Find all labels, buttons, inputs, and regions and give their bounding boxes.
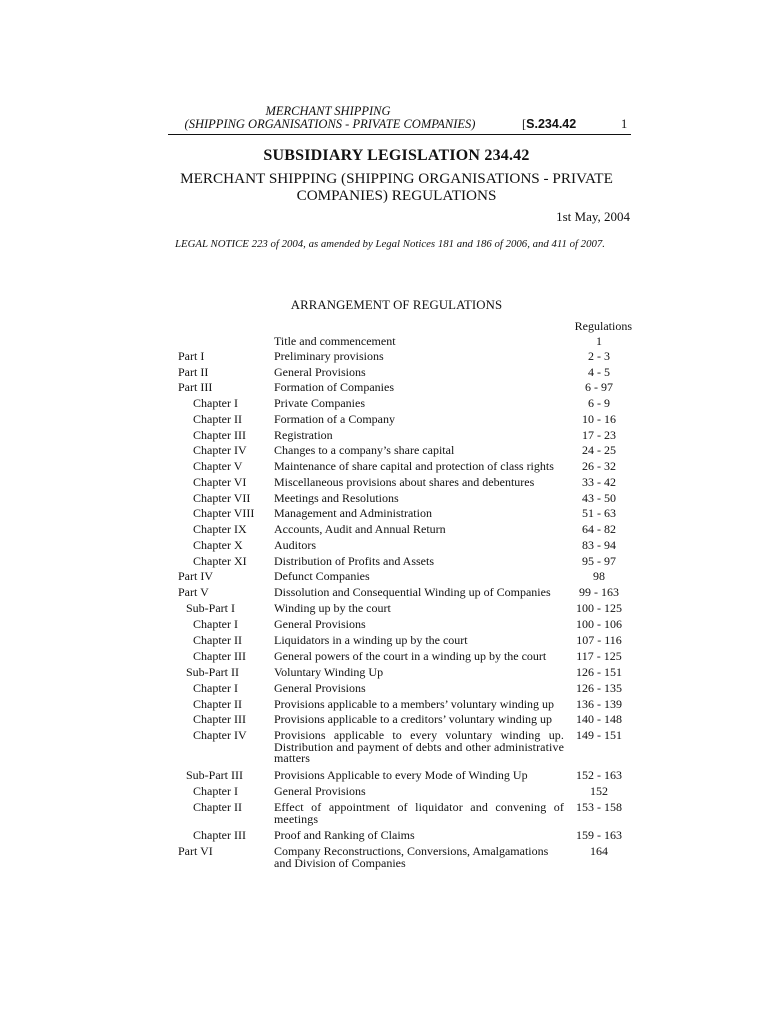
toc-regulations: 100 - 125 <box>576 601 622 615</box>
toc-regulations: 153 - 158 <box>576 800 622 814</box>
toc-title: Effect of appointment of liquidator and convening of meetings <box>274 800 564 826</box>
toc-title: Distribution of Profits and Assets <box>274 553 435 568</box>
toc-title: Registration <box>274 427 333 442</box>
toc-title: Provisions applicable to every voluntary winding up. Distribution and payment of debts and other administrative matters <box>274 728 564 765</box>
toc-title: Maintenance of share capital and protection of class rights <box>274 459 554 473</box>
toc-label: Chapter I <box>193 681 238 695</box>
toc-regulations: 140 - 148 <box>576 712 622 726</box>
toc-title: General Provisions <box>274 364 366 379</box>
toc-label: Part III <box>178 380 213 394</box>
toc-title: General Provisions <box>274 617 366 631</box>
toc-title: Private Companies <box>274 396 365 410</box>
toc-regulations: 164 <box>590 844 608 858</box>
toc-regulations: 2 - 3 <box>588 349 610 363</box>
toc-label: Part I <box>178 349 205 363</box>
toc-regulations: 149 - 151 <box>576 728 622 742</box>
toc-title: Formation of a Company <box>274 412 395 426</box>
toc-label: Chapter VIII <box>193 506 255 520</box>
toc-title: Auditors <box>274 538 316 552</box>
toc-label: Chapter VII <box>193 490 251 505</box>
toc-title: Dissolution and Consequential Winding up of Companies <box>274 585 551 599</box>
arrangement-heading: ARRANGEMENT OF REGULATIONS <box>290 298 503 312</box>
toc-label: Chapter IV <box>193 728 247 742</box>
toc-title: Changes to a company’s share capital <box>274 443 455 457</box>
toc-label: Part VI <box>178 844 213 858</box>
toc-regulations: 136 - 139 <box>576 696 622 711</box>
running-header-code <box>522 117 576 132</box>
header-bracket: [ <box>522 117 527 131</box>
toc-label: Sub-Part II <box>186 665 239 679</box>
running-header-subtitle: (SHIPPING ORGANISATIONS - PRIVATE COMPANIES) <box>184 117 476 131</box>
toc-title: General Provisions <box>274 784 366 798</box>
toc-title: Formation of Companies <box>274 380 394 394</box>
regulations-title: MERCHANT SHIPPING (SHIPPING ORGANISATIONS - PRIVATE COMPANIES) REGULATIONS <box>180 170 613 204</box>
toc-title: Provisions applicable to a members’ voluntary winding up <box>274 696 555 711</box>
toc-title: Management and Administration <box>274 506 432 520</box>
toc-title: Provisions applicable to a creditors’ voluntary winding up <box>274 712 553 726</box>
toc-regulations: 126 - 151 <box>576 665 622 679</box>
toc-label: Chapter II <box>193 633 242 647</box>
toc-label: Chapter III <box>193 712 246 726</box>
toc-regulations: 1 <box>596 334 602 348</box>
toc-title: Accounts, Audit and Annual Return <box>274 522 446 536</box>
toc-title: General powers of the court in a winding up by the court <box>274 649 547 663</box>
toc-regulations: 6 - 97 <box>585 380 613 394</box>
page-number: 1 <box>621 117 628 131</box>
toc-title: General Provisions <box>274 681 366 695</box>
toc-label: Part IV <box>178 569 213 583</box>
toc-regulations: 26 - 32 <box>582 459 616 473</box>
toc-label: Chapter I <box>193 784 238 798</box>
toc-label: Sub-Part I <box>186 601 235 615</box>
toc-label: Chapter I <box>193 617 238 631</box>
toc-title: Miscellaneous provisions about shares and debentures <box>274 474 535 489</box>
toc-title: Voluntary Winding Up <box>274 665 384 679</box>
toc-regulations: 64 - 82 <box>582 522 616 536</box>
toc-label: Part V <box>178 585 209 599</box>
toc-regulations: 107 - 116 <box>576 633 622 647</box>
toc-label: Sub-Part III <box>186 768 243 782</box>
toc-title: Meetings and Resolutions <box>274 490 399 505</box>
toc-label: Chapter X <box>193 538 243 552</box>
toc-title: Preliminary provisions <box>274 349 384 363</box>
legal-notice: LEGAL NOTICE 223 of 2004, as amended by Legal Notices 181 and 186 of 2006, and 411 of 2007. <box>175 238 605 250</box>
toc-label: Chapter III <box>193 649 246 663</box>
toc-label: Chapter VI <box>193 474 247 489</box>
subsidiary-legislation-title: SUBSIDIARY LEGISLATION 234.42 <box>263 147 530 164</box>
effective-date: 1st May, 2004 <box>556 209 630 224</box>
running-header-title: MERCHANT SHIPPING <box>265 104 391 118</box>
toc-label: Chapter IV <box>193 443 247 457</box>
toc-label: Chapter II <box>193 696 242 711</box>
toc-regulations: 159 - 163 <box>576 828 622 842</box>
toc-title: Company Reconstructions, Conversions, Amalgamations and Division of Companies <box>274 844 549 870</box>
toc-label: Chapter I <box>193 396 238 410</box>
toc-label: Chapter II <box>193 800 242 814</box>
toc-regulations: 43 - 50 <box>582 490 616 505</box>
toc-label: Chapter IX <box>193 522 247 536</box>
toc-regulations: 51 - 63 <box>582 506 616 520</box>
toc-regulations: 152 <box>590 784 608 798</box>
toc-title: Winding up by the court <box>274 601 391 615</box>
toc-label: Chapter III <box>193 828 246 842</box>
header-code-number: S.234.42 <box>526 117 577 131</box>
regulations-column-heading: Regulations <box>574 319 632 333</box>
toc-regulations: 99 - 163 <box>579 585 619 599</box>
toc-regulations: 4 - 5 <box>588 364 610 379</box>
toc-regulations: 98 <box>593 569 605 583</box>
toc-label: Part II <box>178 364 209 379</box>
toc-label: Chapter V <box>193 459 243 473</box>
toc-title: Provisions Applicable to every Mode of Winding Up <box>274 768 528 782</box>
toc-regulations: 100 - 106 <box>576 617 622 631</box>
toc-regulations: 83 - 94 <box>582 538 616 552</box>
toc-regulations: 126 - 135 <box>576 681 622 695</box>
toc-title: Title and commencement <box>274 334 396 348</box>
toc-regulations: 33 - 42 <box>582 474 616 489</box>
toc-label: Chapter III <box>193 427 246 442</box>
toc-regulations: 95 - 97 <box>582 553 616 568</box>
toc-regulations: 117 - 125 <box>576 649 622 663</box>
toc-title: Defunct Companies <box>274 569 370 583</box>
toc-regulations: 6 - 9 <box>588 396 610 410</box>
toc-regulations: 24 - 25 <box>582 443 616 457</box>
toc-regulations: 10 - 16 <box>582 412 616 426</box>
header-rule <box>168 134 631 135</box>
toc-label: Chapter II <box>193 412 242 426</box>
toc-regulations: 17 - 23 <box>582 427 616 442</box>
toc-title: Proof and Ranking of Claims <box>274 828 415 842</box>
toc-regulations: 152 - 163 <box>576 768 622 782</box>
toc-label: Chapter XI <box>193 553 247 568</box>
toc-title: Liquidators in a winding up by the court <box>274 633 468 647</box>
